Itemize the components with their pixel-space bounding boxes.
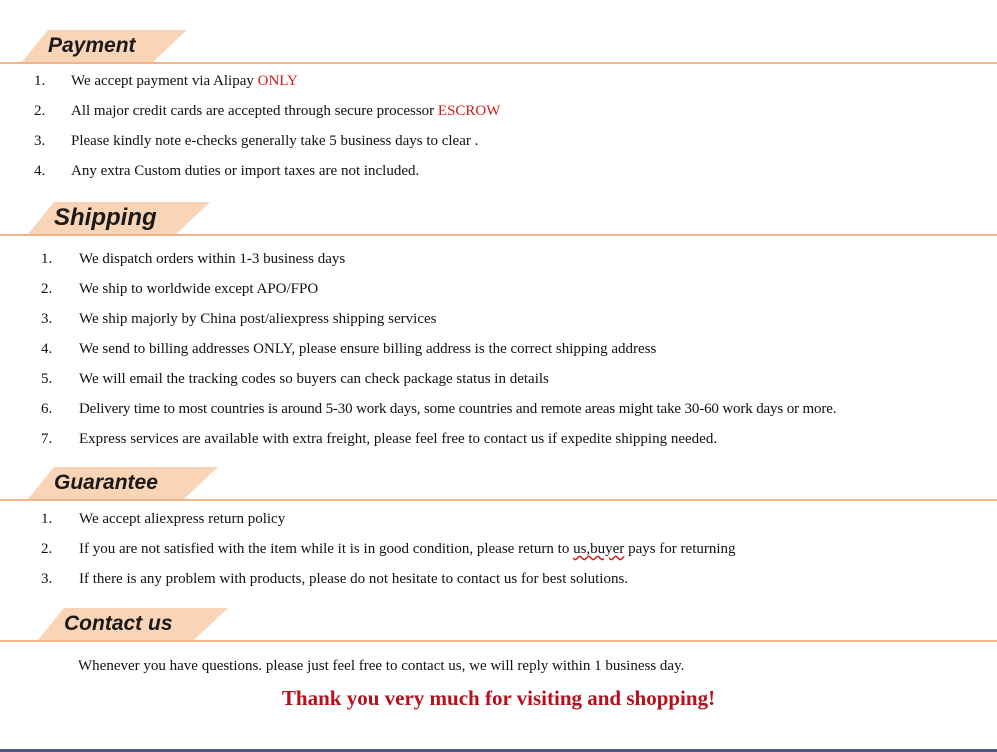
list-number: 3. [34, 133, 46, 149]
list-text: We accept aliexpress return policy [79, 511, 286, 527]
payment-header [0, 30, 997, 64]
list-text: We accept payment via Alipay ONLY [71, 73, 298, 89]
list-text: If you are not satisfied with the item while it is in good condition, please return to us,buyer pays for returning [79, 541, 736, 557]
list-number: 5. [41, 371, 53, 387]
list-text: We ship to worldwide except APO/FPO [79, 281, 319, 297]
payment-title: Payment [48, 34, 136, 57]
list-text: We dispatch orders within 1-3 business days [79, 251, 346, 267]
highlight-text: ESCROW [437, 103, 501, 119]
spellcheck-text: us,buyer [573, 541, 625, 557]
shipping-header [0, 202, 997, 236]
contact-text: Whenever you have questions. please just feel free to contact us, we will reply within 1 business day. [78, 658, 685, 674]
list-text: Express services are available with extra freight, please feel free to contact us if expedite shipping needed. [79, 431, 718, 447]
contact-title: Contact us [64, 612, 173, 635]
list-number: 4. [41, 341, 53, 357]
guarantee-title: Guarantee [54, 471, 158, 494]
list-number: 1. [41, 511, 53, 527]
shipping-divider [0, 234, 997, 236]
thank-you-message: Thank you very much for visiting and shopping! [281, 686, 716, 710]
list-number: 1. [41, 251, 53, 267]
contact-divider [0, 640, 997, 642]
contact-header [0, 608, 997, 642]
list-number: 1. [34, 73, 46, 89]
list-number: 2. [34, 103, 46, 119]
list-text: Delivery time to most countries is around 5-30 work days, some countries and remote areas might take 30-60 work days or more. [79, 401, 837, 417]
list-number: 2. [41, 281, 53, 297]
list-text: All major credit cards are accepted through secure processor ESCROW [71, 103, 501, 119]
list-text: We ship majorly by China post/aliexpress shipping services [79, 311, 437, 327]
list-text: If there is any problem with products, please do not hesitate to contact us for best solutions. [79, 571, 629, 587]
list-number: 3. [41, 571, 53, 587]
payment-divider [0, 62, 997, 64]
guarantee-divider [0, 499, 997, 501]
list-number: 7. [41, 431, 53, 447]
list-number: 2. [41, 541, 53, 557]
list-number: 3. [41, 311, 53, 327]
list-text: We send to billing addresses ONLY, please ensure billing address is the correct shipping address [79, 341, 657, 357]
highlight-text: ONLY [257, 73, 298, 89]
guarantee-header [0, 467, 997, 501]
list-number: 6. [41, 401, 53, 417]
list-text: Any extra Custom duties or import taxes are not included. [71, 163, 420, 179]
list-text: We will email the tracking codes so buyers can check package status in details [79, 371, 549, 387]
shipping-title: Shipping [54, 204, 157, 231]
list-text: Please kindly note e-checks generally take 5 business days to clear . [71, 133, 479, 149]
list-number: 4. [34, 163, 46, 179]
